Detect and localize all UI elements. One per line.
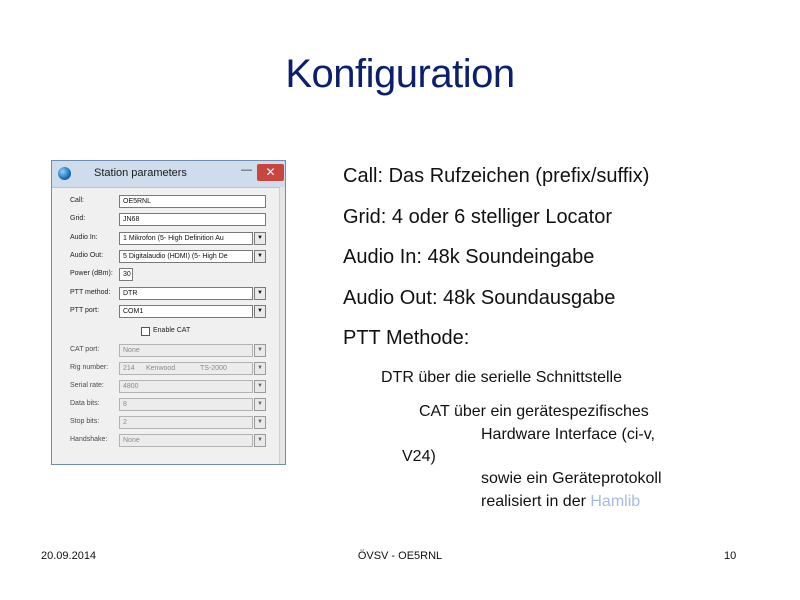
call-row (52, 194, 279, 210)
chevron-down-icon[interactable]: ▼ (254, 434, 266, 447)
footer-center: ÖVSV - OE5RNL (357, 550, 443, 562)
ptt-method-label: PTT method: (70, 289, 111, 296)
enable-cat-label: Enable CAT (153, 327, 191, 334)
bullet-cat-line1: CAT über ein gerätespezifisches (419, 403, 649, 420)
audio-in-row (52, 231, 279, 247)
rig-number-select[interactable] (119, 362, 253, 375)
cat-line5-prefix: realisiert in der (481, 493, 591, 510)
chevron-down-icon[interactable]: ▼ (254, 232, 266, 245)
ptt-method-select[interactable]: DTR (119, 287, 253, 300)
rig-make-value: Kenwood (146, 365, 176, 372)
stop-bits-row (52, 415, 279, 431)
cat-port-select[interactable]: None (119, 344, 253, 357)
grid-label: Grid: (70, 215, 86, 222)
bullet-cat-line3: V24) (402, 448, 436, 465)
chevron-down-icon[interactable]: ▼ (254, 250, 266, 263)
bullet-call: Call: Das Rufzeichen (prefix/suffix) (343, 165, 650, 187)
audio-out-row (52, 249, 279, 265)
chevron-down-icon[interactable]: ▼ (254, 398, 266, 411)
data-bits-select[interactable]: 8 (119, 398, 253, 411)
chevron-down-icon[interactable]: ▼ (254, 416, 266, 429)
rig-number-row (52, 361, 279, 377)
data-bits-label: Data bits: (70, 400, 100, 407)
serial-rate-label: Serial rate: (70, 382, 104, 389)
call-label: Call: (70, 197, 85, 204)
bullet-cat-line4: sowie ein Geräteprotokoll (481, 470, 662, 487)
bullet-audio-in: Audio In: 48k Soundeingabe (343, 246, 595, 268)
chevron-down-icon[interactable]: ▼ (254, 380, 266, 393)
call-input[interactable]: OE5RNL (119, 195, 266, 208)
chevron-down-icon[interactable]: ▼ (254, 305, 266, 318)
enable-cat-checkbox[interactable] (141, 327, 150, 336)
footer-page-number: 10 (724, 550, 737, 562)
bullet-ptt: PTT Methode: (343, 327, 470, 349)
serial-rate-select[interactable]: 4800 (119, 380, 253, 393)
ptt-port-row (52, 304, 279, 320)
chevron-down-icon[interactable]: ▼ (254, 362, 266, 375)
power-row (52, 267, 279, 283)
hamlib-link[interactable]: Hamlib (590, 493, 641, 510)
handshake-select[interactable]: None (119, 434, 253, 447)
serial-rate-row (52, 379, 279, 395)
rig-number-value: 214 (123, 365, 135, 372)
cat-port-row (52, 343, 279, 359)
handshake-label: Handshake: (70, 436, 108, 443)
rig-model-value: TS-2000 (200, 365, 227, 372)
bullet-dtr: DTR über die serielle Schnittstelle (381, 369, 622, 386)
footer-date: 20.09.2014 (41, 550, 97, 562)
minimize-icon[interactable]: — (241, 164, 252, 176)
ptt-port-label: PTT port: (70, 307, 100, 314)
chevron-down-icon[interactable]: ▼ (254, 287, 266, 300)
cat-port-label: CAT port: (70, 346, 100, 353)
chevron-down-icon[interactable]: ▼ (254, 344, 266, 357)
audio-in-label: Audio In: (70, 234, 98, 241)
rig-number-label: Rig number: (70, 364, 109, 371)
audio-out-label: Audio Out: (70, 252, 104, 259)
power-input[interactable]: 30 (119, 268, 133, 281)
window-edge (279, 187, 286, 465)
dialog-title: Station parameters (94, 167, 187, 179)
handshake-row (52, 433, 279, 449)
audio-out-select[interactable]: 5 Digitalaudio (HDMI) (5- High De (119, 250, 253, 263)
slide-title: Konfiguration (285, 52, 515, 96)
bullet-cat-line5 (481, 493, 640, 511)
dialog-titlebar[interactable] (52, 161, 285, 188)
bullet-cat-line2: Hardware Interface (ci-v, (481, 426, 655, 443)
ptt-port-select[interactable]: COM1 (119, 305, 253, 318)
stop-bits-label: Stop bits: (70, 418, 100, 425)
power-label: Power (dBm): (70, 270, 113, 277)
audio-in-select[interactable]: 1 Mikrofon (5- High Definition Au (119, 232, 253, 245)
bullet-grid: Grid: 4 oder 6 stelliger Locator (343, 206, 613, 228)
close-icon[interactable]: ✕ (257, 164, 284, 181)
data-bits-row (52, 397, 279, 413)
bullet-audio-out: Audio Out: 48k Soundausgabe (343, 287, 616, 309)
grid-input[interactable]: JN68 (119, 213, 266, 226)
ptt-method-row (52, 286, 279, 302)
grid-row (52, 212, 279, 228)
station-parameters-dialog (51, 160, 286, 465)
stop-bits-select[interactable]: 2 (119, 416, 253, 429)
globe-icon (58, 167, 71, 180)
